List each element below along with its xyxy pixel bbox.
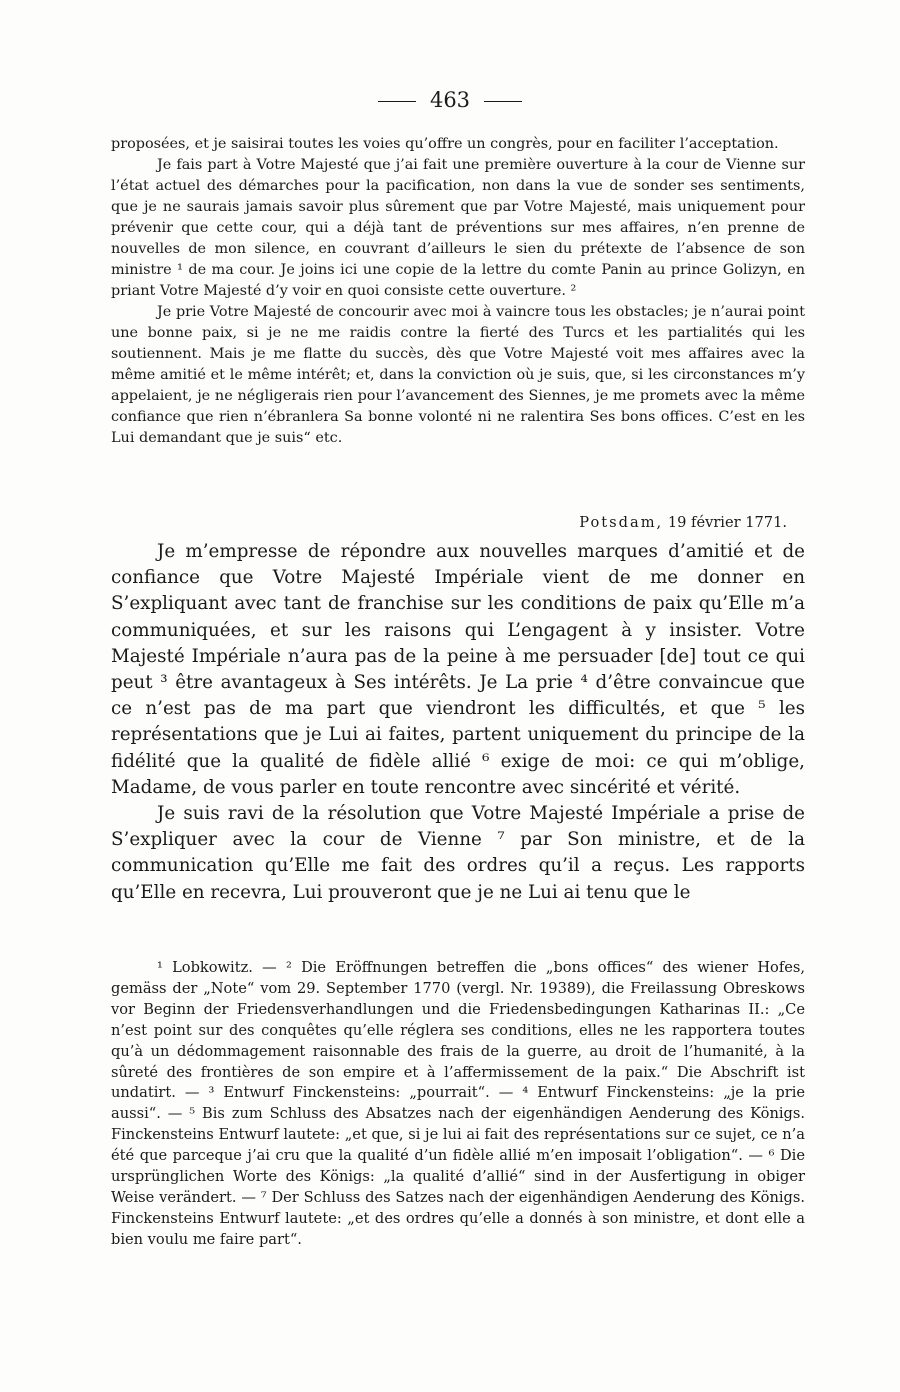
dateline-date: 19 février 1771. [667,514,787,531]
letter-body [111,539,805,906]
footnotes [111,958,805,1251]
header-rule-left [378,101,416,102]
footnote-text: ¹ Lobkowitz. — ² Die Eröffnungen betreffen die „bons offices“ des wiener Hofes, gemäss der „Note“ vom 29. September 1770 (vergl. Nr. 19389), die Freilassung Obreskows vor Beginn der Friedensverhandlungen und die Friedensbedingungen Katharinas II.: „Ce n’est point sur des conquêtes qu’elle réglera ses conditions, elles ne les rapportera toutes qu’à un dédommagement raisonnable des frais de la guerre, au droit de l’humanité, à la sûreté des frontières de son empire et à l’affermissement de la paix.“ Die Abschrift ist undatirt. — ³ Entwurf Finckensteins: „pourrait“. — ⁴ Entwurf Finckensteins: „je la prie aussi“. — ⁵ Bis zum Schluss des Absatzes nach der eigenhändigen Aenderung des Königs. Finckensteins Entwurf lautete: „et que, si je lui ai fait des représentations sur ce sujet, ce n’a été que parceque j’ai cru que la qualité d’un fidèle allié m’en imposait l’obligation“. — ⁶ Die ursprünglichen Worte des Königs: „la qualité d’allié“ sind in der Ausfertigung in obiger Weise verändert. — ⁷ Der Schluss des Satzes nach der eigenhändigen Aenderung des Königs. Finckensteins Entwurf lautete: „et des ordres qu’elle a donnés à son ministre, et dont elle a bien voulu me faire part“. [111,959,805,1248]
letter-continuation [111,134,805,449]
dateline [111,512,787,534]
paragraph: Je m’empresse de répondre aux nouvelles marques d’amitié et de confiance que Votre Majesté Impériale vient de me donner en S’expliquant avec tant de franchise sur les conditions de paix qu’Elle m’a communiquées, et sur les raisons qui L’engagent à y insister. Votre Majesté Impériale n’aura pas de la peine à me persuader [de] tout ce qui peut ³ être avantageux à Ses intérêts. Je La prie ⁴ d’être convaincue que ce n’est pas de ma part que viendront les difficultés, et que ⁵ les représentations que je Lui ai faites, partent uniquement du principe de la fidélité que la qualité de fidèle allié ⁶ exige de moi: ce qui m’oblige, Madame, de vous parler en toute rencontre avec sincérité et vérité. [111,541,805,798]
paragraph: proposées, et je saisirai toutes les voies qu’offre un congrès, pour en faciliter l’acceptation. [111,136,779,152]
page-header [0,88,900,112]
paragraph: Je fais part à Votre Majesté que j’ai fait une première ouverture à la cour de Vienne sur l’état actuel des démarches pour la pacification, non dans la vue de sonder ses sentiments, que je ne saurais jamais savoir plus sûrement que par Votre Majesté, mais uniquement pour prévenir que cette cour, qui a déjà tant de préventions sur mes affaires, n’en prenne de nouvelles de mon silence, en couvrant d’ailleurs le sien du prétexte de l’absence de son ministre ¹ de ma cour. Je joins ici une copie de la lettre du comte Panin au prince Golizyn, en priant Votre Majesté d’y voir en quoi consiste cette ouverture. ² [111,157,805,299]
paragraph: Je suis ravi de la résolution que Votre Majesté Impériale a prise de S’expliquer avec la cour de Vienne ⁷ par Son ministre, et de la communication qu’Elle me fait des ordres qu’il a reçus. Les rapports qu’Elle en recevra, Lui prouveront que je ne Lui ai tenu que le [111,803,805,903]
page-number: 463 [429,88,471,112]
header-rule-right [484,101,522,102]
paragraph: Je prie Votre Majesté de concourir avec moi à vaincre tous les obstacles; je n’aurai point une bonne paix, si je ne me raidis contre la fierté des Turcs et les partialités qui les soutiennent. Mais je me flatte du succès, dès que Votre Majesté voit mes affaires avec la même amitié et le même intérêt; et, dans la conviction où je suis, que, si les circonstances m’y appelaient, je ne négligerais rien pour l’avancement des Siennes, je me promets avec la même confiance que rien n’ébranlera Sa bonne volonté ni ne ralentira Ses bons offices. C’est en les Lui demandant que je suis“ etc. [111,304,805,446]
dateline-place: Potsdam, [579,514,664,531]
